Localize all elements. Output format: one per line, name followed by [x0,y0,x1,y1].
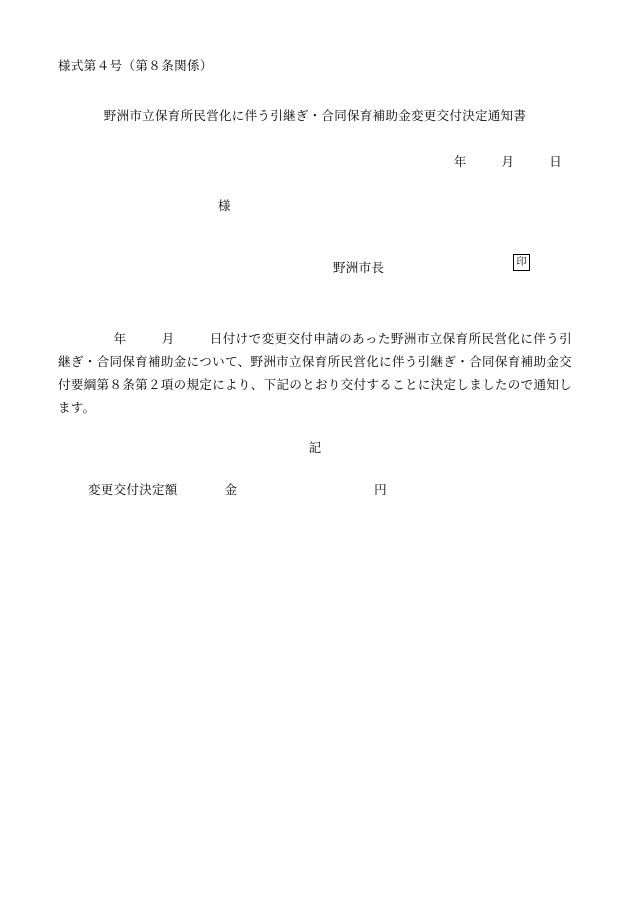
addressee-honorific: 様 [218,198,231,213]
amount-line [58,480,572,498]
issue-date-line [58,152,572,170]
body-text: 日付けで変更交付申請のあった野洲市立保育所民営化に伴う引継ぎ・合同保育補助金について、野洲市立保育所民営化に伴う引継ぎ・合同保育補助金交付要綱第８条第２項の規定により、下記のとおり交付することに決定しましたので通知します。 [58,331,572,415]
form-number: 様式第４号（第８条関係） [58,59,213,73]
amount-currency-prefix: 金 [224,483,238,497]
issuer-name: 野洲市長 [333,260,385,275]
body-date-month: 月 [161,331,175,346]
seal-icon: 印 [513,254,530,271]
amount-label: 変更交付決定額 [88,483,178,497]
document-title: 野洲市立保育所民営化に伴う引継ぎ・合同保育補助金変更交付決定通知書 [103,108,527,123]
issue-date-day: 日 [549,154,562,169]
document-body [58,58,572,498]
issue-date-year: 年 [453,154,467,169]
amount-currency-suffix: 円 [374,483,387,497]
ki-label: 記 [308,441,322,455]
main-paragraph [58,328,572,421]
issue-date-month: 月 [501,154,515,169]
addressee-line [58,196,572,214]
body-date-year: 年 [113,331,127,346]
issuer-line [58,258,572,278]
